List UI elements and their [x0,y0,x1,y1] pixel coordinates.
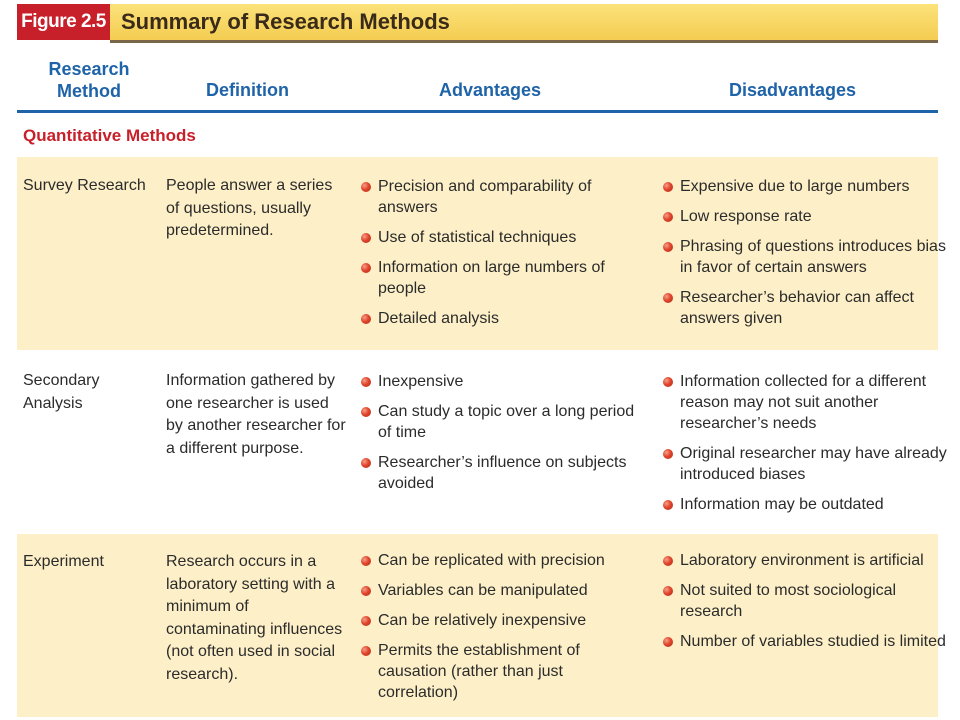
list-item: Precision and comparability of answers [360,176,645,218]
list-item: Not suited to most sociological research [662,580,952,622]
bullet-dot-icon [663,242,673,252]
list-item: Number of variables studied is limited [662,631,952,652]
method-name: Experiment [23,553,104,570]
bullet-dot-icon [663,449,673,459]
table-row-experiment [17,534,946,717]
advantages-cell [360,371,645,503]
list-item: Researcher’s behavior can affect answers given [662,287,952,329]
bullet-dot-icon [361,616,371,626]
list-item: Detailed analysis [360,308,645,329]
bullet-dot-icon [361,377,371,387]
list-item: Information on large numbers of people [360,257,645,299]
method-name: Secondary Analysis [23,372,100,412]
disadvantages-cell [662,550,952,661]
bullet-dot-icon [663,637,673,647]
bullet-dot-icon [663,586,673,596]
method-name: Survey Research [23,177,146,194]
header-research-method: Research Method [48,59,130,101]
advantages-cell [360,550,645,712]
bullet-dot-icon [663,377,673,387]
list-item: Phrasing of questions introduces bias in favor of certain answers [662,236,952,278]
bullet-dot-icon [361,586,371,596]
disadvantages-cell [662,176,952,338]
list-item: Can be relatively inexpensive [360,610,645,631]
header-definition: Definition [206,80,289,100]
bullet-dot-icon [361,182,371,192]
bullet-dot-icon [361,556,371,566]
advantages-cell [360,176,645,338]
list-item: Use of statistical techniques [360,227,645,248]
method-definition: People answer a series of questions, usually predetermined. [166,177,333,239]
bullet-dot-icon [361,233,371,243]
figure-number-badge: Figure 2.5 [17,4,110,40]
method-definition: Research occurs in a laboratory setting with a minimum of contaminating influences (not often used in social research). [166,553,343,683]
list-item: Can study a topic over a long period of time [360,401,645,443]
list-item: Laboratory environment is artificial [662,550,952,571]
header-advantages: Advantages [438,80,542,100]
bullet-dot-icon [361,646,371,656]
table-row-secondary-analysis [17,355,947,528]
figure-title: Summary of Research Methods [121,9,450,34]
list-item: Expensive due to large numbers [662,176,952,197]
bullet-dot-icon [361,263,371,273]
list-item: Information may be outdated [662,494,952,515]
list-item: Researcher’s influence on subjects avoided [360,452,645,494]
figure-title-bar [17,4,938,40]
bullet-dot-icon [361,314,371,324]
bullet-dot-icon [663,556,673,566]
bullet-dot-icon [361,458,371,468]
method-definition: Information gathered by one researcher is used by another researcher for a different purpose. [166,372,346,457]
list-item: Low response rate [662,206,952,227]
bullet-dot-icon [663,293,673,303]
list-item: Information collected for a different reason may not suit another researcher’s needs [662,371,952,434]
bullet-dot-icon [361,407,371,417]
header-divider [17,110,938,113]
title-divider [110,40,938,43]
list-item: Permits the establishment of causation (rather than just correlation) [360,640,645,703]
list-item: Can be replicated with precision [360,550,645,571]
list-item: Variables can be manipulated [360,580,645,601]
disadvantages-cell [662,371,952,524]
section-label: Quantitative Methods [23,126,196,145]
list-item: Original researcher may have already introduced biases [662,443,952,485]
bullet-dot-icon [663,212,673,222]
header-disadvantages: Disadvantages [728,80,857,100]
table-row-survey [17,157,946,350]
bullet-dot-icon [663,500,673,510]
list-item: Inexpensive [360,371,645,392]
bullet-dot-icon [663,182,673,192]
